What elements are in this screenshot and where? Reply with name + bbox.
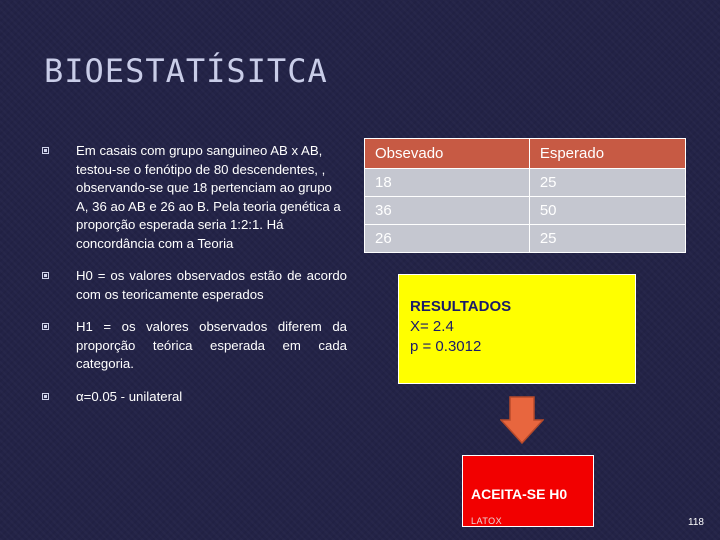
bullet-text: H0 = os valores observados estão de acordo com os teoricamente esperados: [76, 268, 347, 302]
table-row: [365, 169, 686, 197]
cell-expected: 25: [529, 225, 685, 253]
bullet-item: [42, 267, 347, 304]
square-bullet-icon: [42, 147, 49, 154]
bullet-text: α=0.05 - unilateral: [76, 388, 183, 404]
conclusion-label: ACEITA-SE H0: [471, 486, 568, 502]
table-row: [365, 225, 686, 253]
observed-expected-table: [364, 138, 686, 253]
slide-title: BIOESTATÍSITCA: [44, 52, 328, 90]
bullet-text: Em casais com grupo sanguineo AB x AB, testou-se o fenótipo de 80 descendentes, , observando-se que 18 pertenciam ao grupo A, 36 ao AB e 26 ao B. Pela teoria genética a proporção esperada seria 1:2:1. Há concordância com a Teoria: [76, 143, 341, 251]
result-x-value: X= 2.4: [410, 318, 454, 335]
results-heading: RESULTADOS: [410, 298, 512, 315]
latox-logo: LATOX: [471, 516, 503, 526]
square-bullet-icon: [42, 393, 49, 400]
bullet-item: [42, 142, 347, 253]
bullet-item: [42, 318, 347, 374]
down-arrow-icon: [500, 396, 544, 444]
header-expected: Esperado: [529, 139, 685, 169]
cell-observed: 26: [365, 225, 530, 253]
cell-expected: 25: [529, 169, 685, 197]
table-row: [365, 197, 686, 225]
cell-observed: 36: [365, 197, 530, 225]
bullet-item: [42, 388, 347, 407]
results-box: [398, 274, 636, 384]
header-observed: Obsevado: [365, 139, 530, 169]
bullet-text: H1 = os valores observados diferem da proporção teórica esperada em cada categoria.: [76, 319, 347, 371]
conclusion-box: [462, 455, 594, 527]
square-bullet-icon: [42, 323, 49, 330]
result-p-value: p = 0.3012: [410, 338, 482, 355]
square-bullet-icon: [42, 272, 49, 279]
bullet-list: [42, 142, 347, 420]
page-number: 118: [688, 517, 704, 528]
cell-expected: 50: [529, 197, 685, 225]
cell-observed: 18: [365, 169, 530, 197]
table-header-row: [365, 139, 686, 169]
